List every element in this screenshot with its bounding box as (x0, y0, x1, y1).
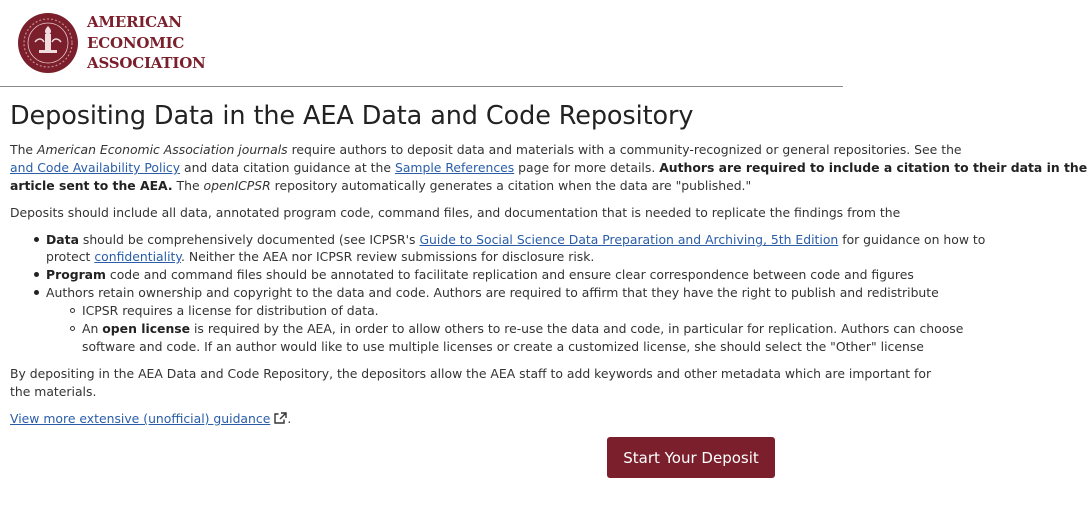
availability-policy-link[interactable]: and Code Availability Policy (10, 160, 181, 175)
sub-bullet-open-license: An open license is required by the AEA, in order to allow others to re-use the data and code, in particular for replication. Authors can choose (82, 321, 964, 336)
wordmark-line-3: ASSOCIATION (87, 54, 206, 72)
intro-line-1: The American Economic Association journals require authors to deposit data and materials with a community-recognized or general repositories. See the (10, 142, 962, 157)
aea-wordmark[interactable] (87, 12, 206, 74)
bullet-program: Program code and command files should be annotated to facilitate replication and ensure clear correspondence between code and figures (46, 267, 914, 282)
external-link-icon[interactable] (274, 412, 287, 425)
depositing-line-1: By depositing in the AEA Data and Code Repository, the depositors allow the AEA staff to add keywords and other metadata which are important for (10, 366, 932, 381)
sample-references-link[interactable]: Sample References (394, 160, 515, 175)
unofficial-guidance-link[interactable]: View more extensive (unofficial) guidance (10, 411, 271, 426)
sub-bullet-ring (70, 308, 75, 313)
confidentiality-link[interactable]: confidentiality (94, 249, 181, 264)
sub-bullet-license: ICPSR requires a license for distribution of data. (82, 303, 379, 318)
journals-name: American Economic Association journals (36, 142, 288, 157)
intro-line-2: and Code Availability Policy and data citation guidance at the Sample References page for more details. Authors are required to include a citation to their data in the (10, 160, 1087, 175)
bullet-dot (34, 290, 39, 295)
aea-seal-logo[interactable] (17, 12, 79, 74)
page-title: Depositing Data in the AEA Data and Code Repository (10, 101, 694, 131)
bullet-data: Data should be comprehensively documented (see ICPSR's Guide to Social Science Data Preparation and Archiving, 5th Edition for guidance on how to (46, 232, 986, 247)
start-deposit-button[interactable]: Start Your Deposit (607, 437, 775, 478)
bullet-data-cont: protect confidentiality. Neither the AEA nor ICPSR review submissions for disclosure risk. (46, 249, 595, 264)
sub-bullet-ring (70, 326, 75, 331)
bullet-rights: Authors retain ownership and copyright to the data and code. Authors are required to affirm that they have the right to publish and redistribute (46, 285, 939, 300)
depositing-line-2: the materials. (10, 384, 97, 399)
sub-bullet-open-license-cont: software and code. If an author would like to use multiple licenses or create a customized license, she should select the "Other" license (82, 339, 924, 354)
wordmark-line-1: AMERICAN (87, 13, 182, 31)
site-header (0, 0, 843, 87)
deposits-paragraph: Deposits should include all data, annotated program code, command files, and documentation that is needed to replicate the findings from the (10, 205, 901, 220)
icpsr-guide-link[interactable]: Guide to Social Science Data Preparation and Archiving, 5th Edition (419, 232, 839, 247)
bullet-dot (34, 237, 39, 242)
bullet-dot (34, 272, 39, 277)
wordmark-line-2: ECONOMIC (87, 33, 185, 52)
guidance-line: View more extensive (unofficial) guidance . (10, 411, 292, 426)
intro-line-3: article sent to the AEA. The openICPSR repository automatically generates a citation when the data are "published." (10, 178, 752, 193)
